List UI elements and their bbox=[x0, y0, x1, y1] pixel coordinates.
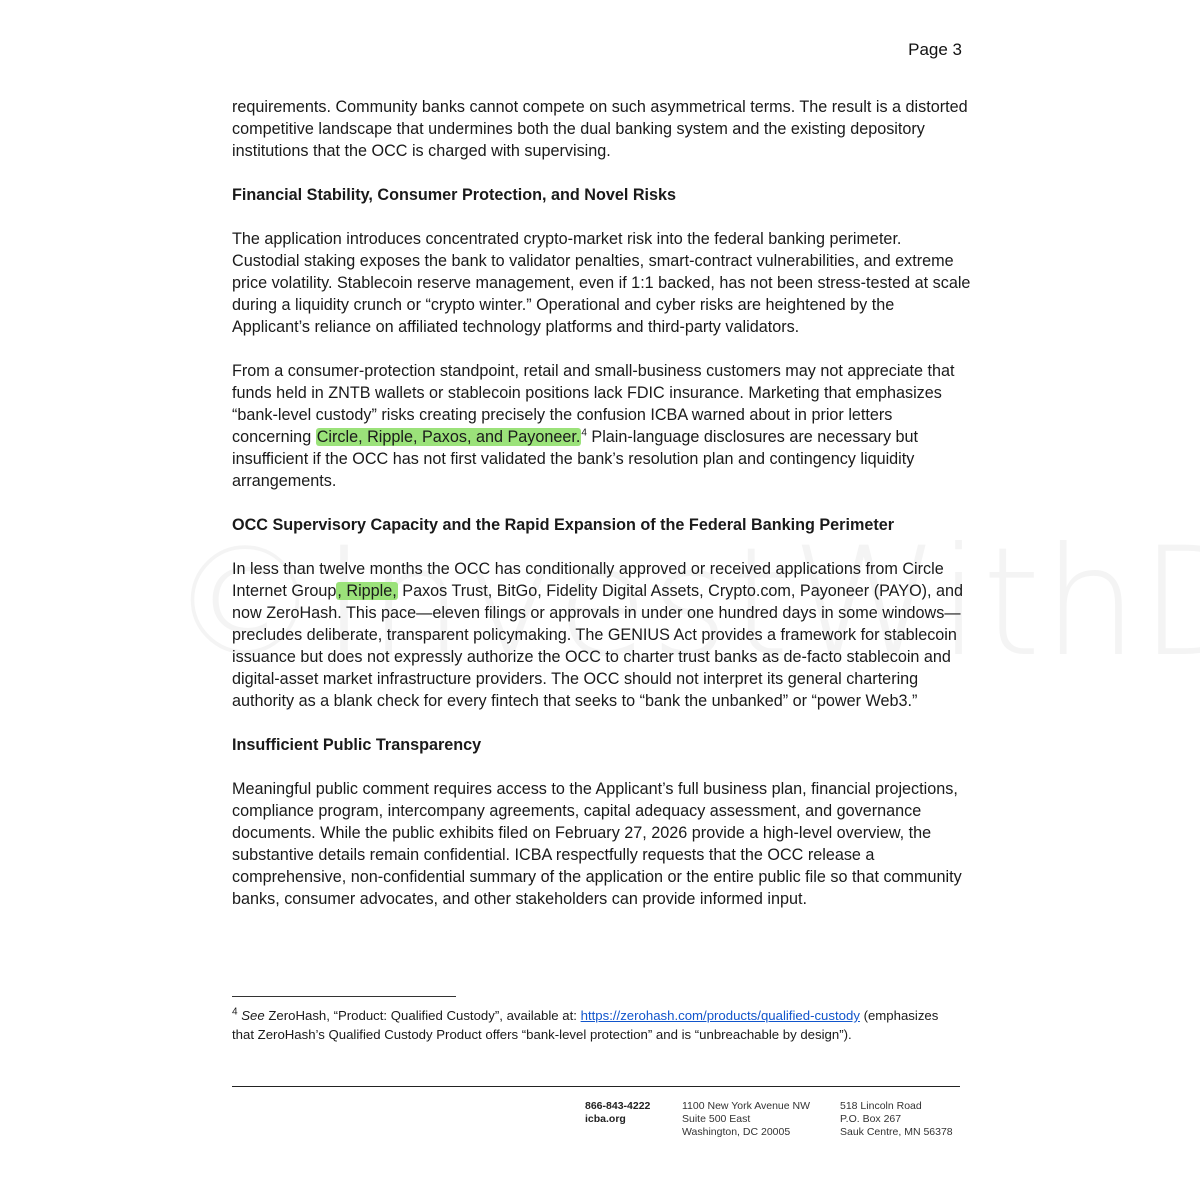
section-heading-financial-stability: Financial Stability, Consumer Protection, and Novel Risks bbox=[232, 186, 677, 204]
paragraph-concentrated-risk: The application introduces concentrated crypto-market risk into the federal banking perimeter. Custodial staking exposes the bank to validator penalties, smart-contract vulnerabilities, and extreme price volatility. Stablecoin reserve management, even if 1:1 backed, has not been stress-tested at scale during a liquidity crunch or “crypto winter.” Operational and cyber risks are heightened by the Applicant’s reliance on affiliated technology platforms and third-party validators. bbox=[232, 230, 971, 336]
footnote-number: 4 bbox=[232, 1006, 238, 1018]
dc-address-line: Suite 500 East bbox=[682, 1113, 751, 1125]
paragraph-consumer-protection bbox=[232, 360, 972, 492]
dc-address-line: Washington, DC 20005 bbox=[682, 1126, 791, 1138]
footnote-text-cont: (emphasizes that ZeroHash’s Qualified Custody Product offers “bank-level protection” and is “unbreachable by design”). bbox=[232, 1008, 939, 1042]
footer-contact bbox=[585, 1100, 650, 1126]
highlighted-companies: Circle, Ripple, Paxos, and Payoneer. bbox=[316, 428, 581, 446]
footnote-divider bbox=[232, 996, 456, 997]
footnote-text: ZeroHash, “Product: Qualified Custody”, available at: bbox=[264, 1008, 581, 1023]
section-heading-occ-capacity: OCC Supervisory Capacity and the Rapid Expansion of the Federal Banking Perimeter bbox=[232, 516, 895, 534]
footer-dc-address bbox=[682, 1100, 810, 1139]
highlighted-ripple: , Ripple, bbox=[337, 582, 397, 600]
footer-phone: 866-843-4222 bbox=[585, 1100, 651, 1112]
letter-body bbox=[232, 96, 972, 932]
footer-mn-address bbox=[840, 1100, 953, 1139]
paragraph-occ-capacity bbox=[232, 558, 972, 712]
footnote-link[interactable]: https://zerohash.com/products/qualified-custody bbox=[580, 1008, 860, 1023]
occ-capacity-text: In less than twelve months the OCC has conditionally approved or received applications from Circle Internet Group bbox=[232, 560, 944, 600]
paragraph-transparency: Meaningful public comment requires access to the Applicant’s full business plan, financial projections, compliance program, intercompany agreements, capital adequacy assessment, and governance documents. While the public exhibits filed on February 27, 2026 provide a high-level overview, the substantive details remain confidential. ICBA respectfully requests that the OCC release a comprehensive, non-confidential summary of the application or the entire public file so that community banks, consumer advocates, and other stakeholders can provide informed input. bbox=[232, 780, 962, 908]
dc-address-line: 1100 New York Avenue NW bbox=[682, 1100, 811, 1112]
occ-capacity-text-cont: Paxos Trust, BitGo, Fidelity Digital Assets, Crypto.com, Payoneer (PAYO), and now ZeroHash. This pace—eleven filings or approvals in under one hundred days in some windows—precludes deliberate, transparent policymaking. The GENIUS Act provides a framework for stablecoin issuance but does not expressly authorize the OCC to charter trust banks as de-facto stablecoin and digital-asset market infrastructure providers. The OCC should not interpret its general chartering authority as a blank check for every fintech that seeks to “bank the unbanked” or “power Web3.” bbox=[232, 582, 964, 710]
footer-divider bbox=[232, 1086, 960, 1087]
intro-paragraph: requirements. Community banks cannot compete on such asymmetrical terms. The result is a distorted competitive landscape that undermines both the dual banking system and the existing depository institutions that the OCC is charged with supervising. bbox=[232, 98, 968, 160]
mn-address-line: 518 Lincoln Road bbox=[840, 1100, 922, 1112]
page-number: Page 3 bbox=[908, 40, 962, 59]
footnote bbox=[232, 1006, 952, 1044]
mn-address-line: Sauk Centre, MN 56378 bbox=[840, 1126, 953, 1138]
consumer-protection-text-cont: Plain-language disclosures are necessary but insufficient if the OCC has not first validated the bank’s resolution plan and contingency liquidity arrangements. bbox=[232, 428, 919, 490]
footnote-see: See bbox=[241, 1008, 265, 1023]
footnote-reference[interactable]: 4 bbox=[581, 427, 587, 439]
mn-address-line: P.O. Box 267 bbox=[840, 1113, 902, 1125]
footer-website: icba.org bbox=[585, 1113, 626, 1125]
consumer-protection-text: From a consumer-protection standpoint, retail and small-business customers may not appreciate that funds held in ZNTB wallets or stablecoin positions lack FDIC insurance. Marketing that emphasizes “bank-level custody” risks creating precisely the confusion ICBA warned about in prior letters concerning bbox=[232, 362, 955, 446]
section-heading-transparency: Insufficient Public Transparency bbox=[232, 736, 482, 754]
